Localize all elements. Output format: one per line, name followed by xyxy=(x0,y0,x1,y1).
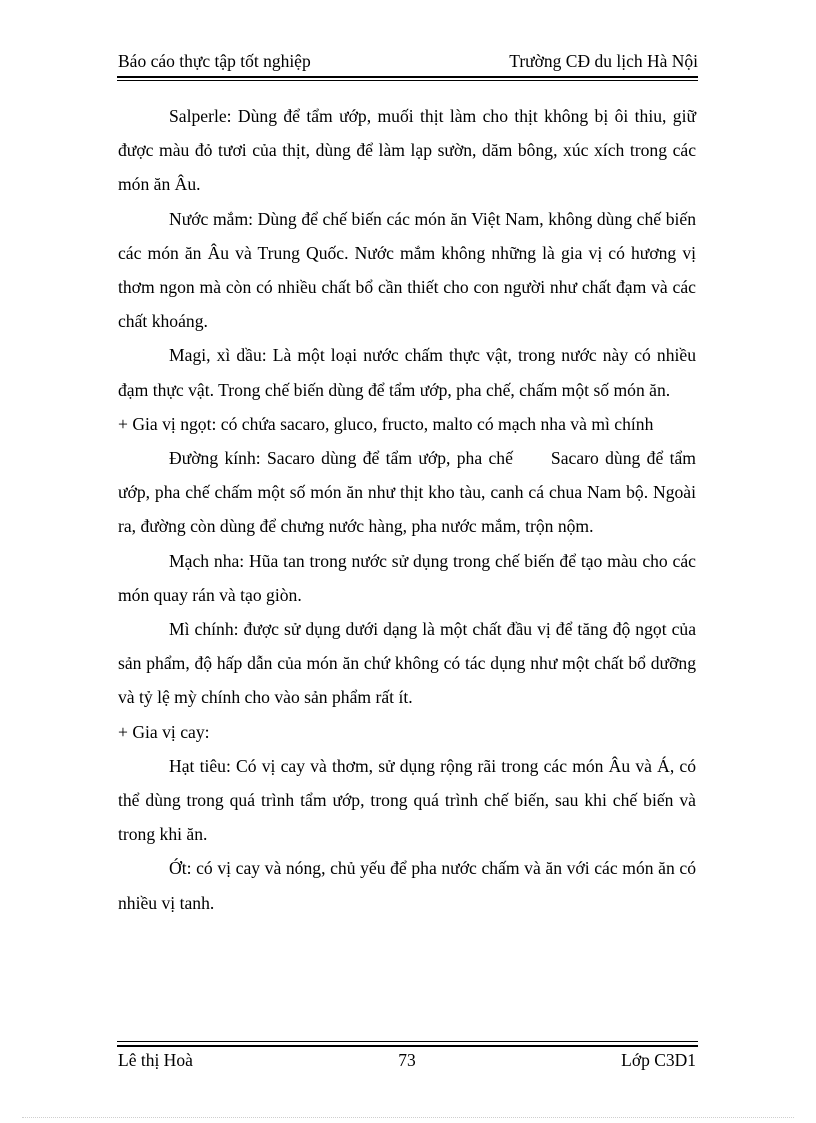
header-report-title: Báo cáo thực tập tốt nghiệp xyxy=(118,51,311,71)
heading-spicy-spices: + Gia vị cay: xyxy=(118,721,210,742)
page-bottom-edge xyxy=(22,1117,794,1118)
footer-divider-thin xyxy=(117,1041,698,1042)
paragraph-ot: Ớt: có vị cay và nóng, chủ yếu để pha nước chấm và ăn với các món ăn có nhiều vị tanh. xyxy=(118,858,696,913)
header-divider xyxy=(117,76,698,78)
paragraph-duong-kinh: Đường kính: Sacaro dùng để tẩm ướp, pha chế Sacaro dùng để tẩm ướp, pha chế chấm một số món ăn như thịt kho tàu, canh cá chua Nam bộ. Ngoài ra, đường còn dùng để chưng nước hàng, pha nước mắm, trộn nộm. xyxy=(118,448,701,537)
paragraph-salperle: Salperle: Dùng để tẩm ướp, muối thịt làm cho thịt không bị ôi thiu, giữ được màu đỏ tươi của thịt, dùng để làm lạp sườn, dăm bông, xúc xích trong các món ăn Âu. xyxy=(118,106,696,195)
page-footer xyxy=(118,1050,696,1071)
footer-author: Lê thị Hoà xyxy=(118,1050,193,1070)
paragraph-nuoc-mam: Nước mắm: Dùng để chế biến các món ăn Việt Nam, không dùng chế biến các món ăn Âu và Trung Quốc. Nước mắm không những là gia vị có hương vị thơm ngon mà còn có nhiều chất bổ cần thiết cho con người như chất đạm và các chất khoáng. xyxy=(118,208,696,332)
paragraph-magi: Magi, xì dầu: Là một loại nước chấm thực vật, trong nước này có nhiều đạm thực vật. Trong chế biến dùng để tẩm ướp, pha chế, chấm một số món ăn. xyxy=(118,345,696,400)
paragraph-hat-tieu: Hạt tiêu: Có vị cay và thơm, sử dụng rộng rãi trong các món Âu và Á, có thể dùng trong quá trình tẩm ướp, trong quá trình chế biến, sau khi chế biến và trong khi ăn. xyxy=(118,755,696,845)
header-school-name: Trường CĐ du lịch Hà Nội xyxy=(509,51,698,71)
page-header xyxy=(118,51,698,75)
footer-divider xyxy=(117,1045,698,1047)
paragraph-mach-nha: Mạch nha: Hũa tan trong nước sử dụng trong chế biến để tạo màu cho các món quay rán và tạo giòn. xyxy=(118,550,696,605)
heading-sweet-spices: + Gia vị ngọt: có chứa sacaro, gluco, fructo, malto có mạch nha và mì chính xyxy=(118,413,654,434)
footer-page-number: 73 xyxy=(398,1050,416,1070)
paragraph-mi-chinh: Mì chính: được sử dụng dưới dạng là một chất đầu vị để tăng độ ngọt của sản phẩm, độ hấp dẫn của món ăn chứ không có tác dụng như một chất bổ dưỡng và tỷ lệ mỳ chính cho vào sản phẩm rất ít. xyxy=(118,619,696,708)
body-text xyxy=(118,99,701,920)
footer-class: Lớp C3D1 xyxy=(621,1050,697,1070)
header-divider-thin xyxy=(117,80,698,81)
